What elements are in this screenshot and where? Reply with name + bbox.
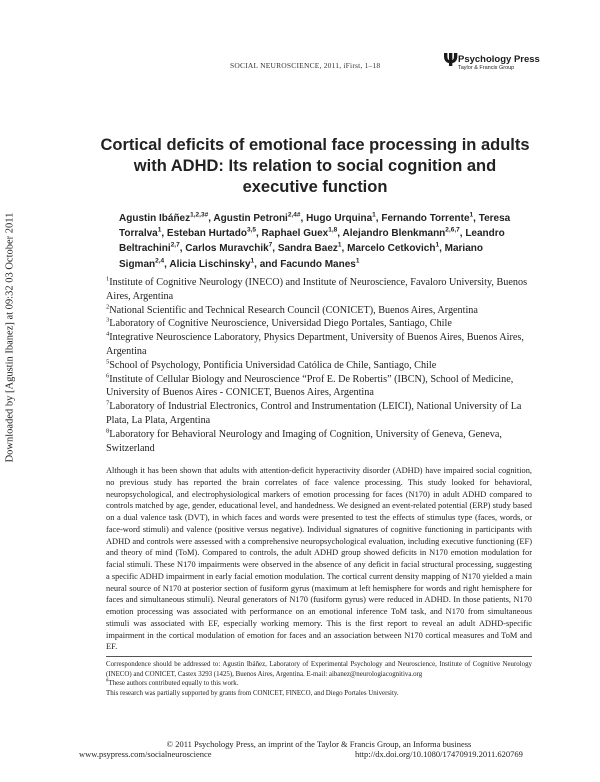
author-affiliation-mark: 1 — [435, 242, 440, 250]
author-affiliation-mark: 1 — [469, 211, 474, 219]
author-list: Agustin Ibáñez$^{1,2,3\#}$, Agustin Petroni$^{2,4\#}$, Hugo Urquina$^1$, Fernando Torrente$^1$, Teresa Torralva$^1$, Esteban Hurtado$^{3,5}$, Raphael Guex$^{1,8}$, Alejandro Blenkmann$^{2,6,7}$, Leandro Beltrachini$^{2,7}$, Carlos Muravchik$^7$, Sandra Baez$^1$, Marcelo Cetkovich$^1$, Mariano Sigman$^{2,4}$, Alicia Lischinsky$^1$, and Facundo Manes$^1$ — [119, 211, 511, 270]
author-name: Sandra Baez — [277, 243, 338, 255]
author-name: Raphael Guex — [261, 228, 329, 240]
author-affiliation-mark: 1 — [250, 257, 255, 265]
affiliation — [106, 317, 532, 331]
author-affiliation-mark: 2,4 — [155, 257, 165, 265]
affiliation-number: 4 — [106, 330, 110, 338]
doi-link[interactable]: http://dx.doi.org/10.1080/17470919.2011.620769 — [355, 749, 523, 759]
affiliation — [106, 304, 532, 318]
affiliation-text: Institute of Cognitive Neurology (INECO) and Institute of Neuroscience, Favaloro University, Buenos Aires, Argentina — [106, 277, 528, 302]
author-affiliation-mark: 1,8 — [328, 226, 338, 234]
author-name: Alicia Lischinsky — [169, 258, 251, 270]
author-affiliation-mark: 1 — [372, 211, 376, 219]
author-name: Carlos Muravchik — [185, 243, 269, 255]
author-name: Agustin Petroni — [213, 213, 288, 224]
author-name: Leandro Beltrachini — [119, 228, 505, 255]
affiliation — [106, 331, 532, 359]
affiliation — [106, 428, 532, 456]
author — [342, 228, 459, 239]
correspondence-note: Correspondence should be addressed to: Agustin Ibáñez, Laboratory of Experimental Psychology and Neuroscience, Institute of Cognitive Neurology (INECO) and CONICET, Castex 3293 (1425), Buenos Aires, Argentina. E-mail: aibanez@neurologiacognitiva.org — [106, 661, 532, 678]
author-name: Marcelo Cetkovich — [347, 243, 436, 255]
publisher-name: Psychology Press — [458, 54, 540, 65]
author-affiliation-mark: 3,5 — [246, 226, 256, 234]
author-name: Hugo Urquina — [306, 213, 373, 224]
author-affiliation-mark: 1 — [355, 257, 360, 265]
author-affiliation-mark: 2,6,7 — [445, 226, 460, 234]
affiliation-number: 2 — [106, 303, 110, 311]
download-watermark: Downloaded by [Agustin Ibanez] at 09:32 03 October 2011 — [4, 212, 16, 463]
affiliation-number: 5 — [106, 358, 110, 366]
affiliation-text: Laboratory of Cognitive Neuroscience, Universidad Diego Portales, Santiago, Chile — [109, 318, 452, 330]
author-affiliation-mark: 1,2,3# — [190, 211, 209, 219]
affiliation — [106, 373, 532, 401]
author-affiliation-mark: 2,4# — [287, 211, 301, 219]
paper-title: Cortical deficits of emotional face processing in adults with ADHD: Its relation to social cognition and executive function — [100, 136, 530, 196]
author — [169, 259, 254, 270]
author-affiliation-mark: 1 — [157, 226, 162, 234]
journal-header: SOCIAL NEUROSCIENCE, 2011, iFirst, 1–18 — [230, 61, 381, 70]
author-name: Mariano Sigman — [119, 243, 483, 270]
copyright-line: © 2011 Psychology Press, an imprint of the Taylor & Francis Group, an Informa business — [166, 739, 472, 749]
author-affiliation-mark: 7 — [268, 242, 273, 250]
affiliation-text: Institute of Cellular Biology and Neuroscience “Prof E. De Robertis” (IBCN), School of Medicine, University of Buenos Aires - CONICET, Buenos Aires, Argentina — [106, 373, 514, 399]
affiliation-text: Laboratory of Industrial Electronics, Control and Instrumentation (LEICI), National University of La Plata, La Plata, Argentina — [106, 401, 522, 426]
abstract: Although it has been shown that adults with attention-deficit hyperactivity disorder (ADHD) have impaired social cognition, no previous study has reported the brain correlates of face valence processing. This study looked for behavioral, neuropsychological, and electrophysiological markers of emotion processing for faces (N170) in adult ADHD compared to controls matched by age, gender, educational level, and handedness. We designed an event-related potential (ERP) study based on a dual valence task (DVT), in which faces and words were presented to test the effects of stimulus type (faces, words, or face-word stimuli) and valence (positive versus negative). Individual signatures of cognitive functioning in participants with ADHD and controls were assessed with a comprehensive neuropsychological evaluation, including executive functioning (EF) and theory of mind (ToM). Compared to controls, the adult ADHD group showed deficits in N170 emotion modulation for facial stimuli. These N170 impairments were observed in the absence of any deficit in facial structural processing, suggesting a specific ADHD impairment in early facial emotion modulation. The cortical current density mapping of N170 yielded a main neural source of N170 at posterior section of fusiform gyrus (maximum at left hemisphere for words and right hemisphere for faces and simultaneous stimuli). Neural generators of N170 (fusiform gyrus) were reduced in ADHD. In those patients, N170 emotion processing was associated with performance on an emotional inference ToM task, and N170 from simultaneous stimuli was associated with EF, especially working memory. This is the first report to reveal an adult ADHD-specific impairment in the cortical modulation of emotion for faces and an association between N170 cortical measures and ToM and EF. — [106, 466, 532, 652]
author — [185, 243, 272, 254]
equal-mark: # — [106, 679, 109, 685]
author — [278, 243, 342, 254]
divider — [106, 656, 532, 657]
affiliation-number: 6 — [106, 372, 110, 380]
affiliation-text: Laboratory for Behavioral Neurology and Imaging of Cognition, University of Geneva, Geneva, Switzerland — [106, 428, 502, 454]
affiliation-list — [106, 276, 532, 455]
affiliation — [106, 359, 532, 373]
author-name: Esteban Hurtado — [166, 228, 247, 240]
funding-note: This research was partially supported by grants from CONICET, FINECO, and Diego Portales University. — [106, 690, 399, 698]
psi-icon: Ψ — [443, 50, 459, 71]
equal-contribution-text: These authors contributed equally to this work. — [108, 680, 239, 688]
author-affiliation-mark: 2,7 — [170, 242, 180, 250]
author — [381, 213, 473, 224]
author — [347, 243, 439, 254]
author — [280, 259, 359, 270]
author-name: Teresa Torralva — [119, 213, 511, 240]
author — [262, 228, 338, 239]
author-name: Agustin Ibáñez — [119, 213, 191, 224]
affiliation-text: National Scientific and Technical Research Council (CONICET), Buenos Aires, Argentina — [109, 304, 478, 316]
author-affiliation-mark: 1 — [337, 242, 342, 250]
affiliation-text: School of Psychology, Pontificia Universidad Católica de Chile, Santiago, Chile — [109, 359, 437, 371]
author — [306, 213, 376, 224]
journal-url[interactable]: www.psypress.com/socialneuroscience — [79, 749, 212, 759]
affiliation — [106, 276, 532, 304]
publisher-subtitle: Taylor & Francis Group — [458, 65, 515, 71]
affiliation-number: 1 — [106, 275, 110, 283]
affiliation-number: 3 — [106, 317, 110, 324]
author — [213, 213, 300, 224]
author — [167, 228, 256, 239]
author-name: Fernando Torrente — [381, 213, 470, 224]
affiliation-text: Integrative Neuroscience Laboratory, Physics Department, University of Buenos Aires, Buenos Aires, Argentina — [106, 332, 524, 357]
equal-contribution-note — [106, 679, 532, 689]
author-name: Facundo Manes — [280, 258, 356, 270]
affiliation — [106, 400, 532, 428]
footnotes — [106, 660, 532, 699]
affiliation-number: 8 — [106, 427, 110, 435]
affiliation-number: 7 — [106, 399, 110, 407]
author — [119, 213, 208, 224]
author-name: Alejandro Blenkmann — [342, 228, 446, 240]
